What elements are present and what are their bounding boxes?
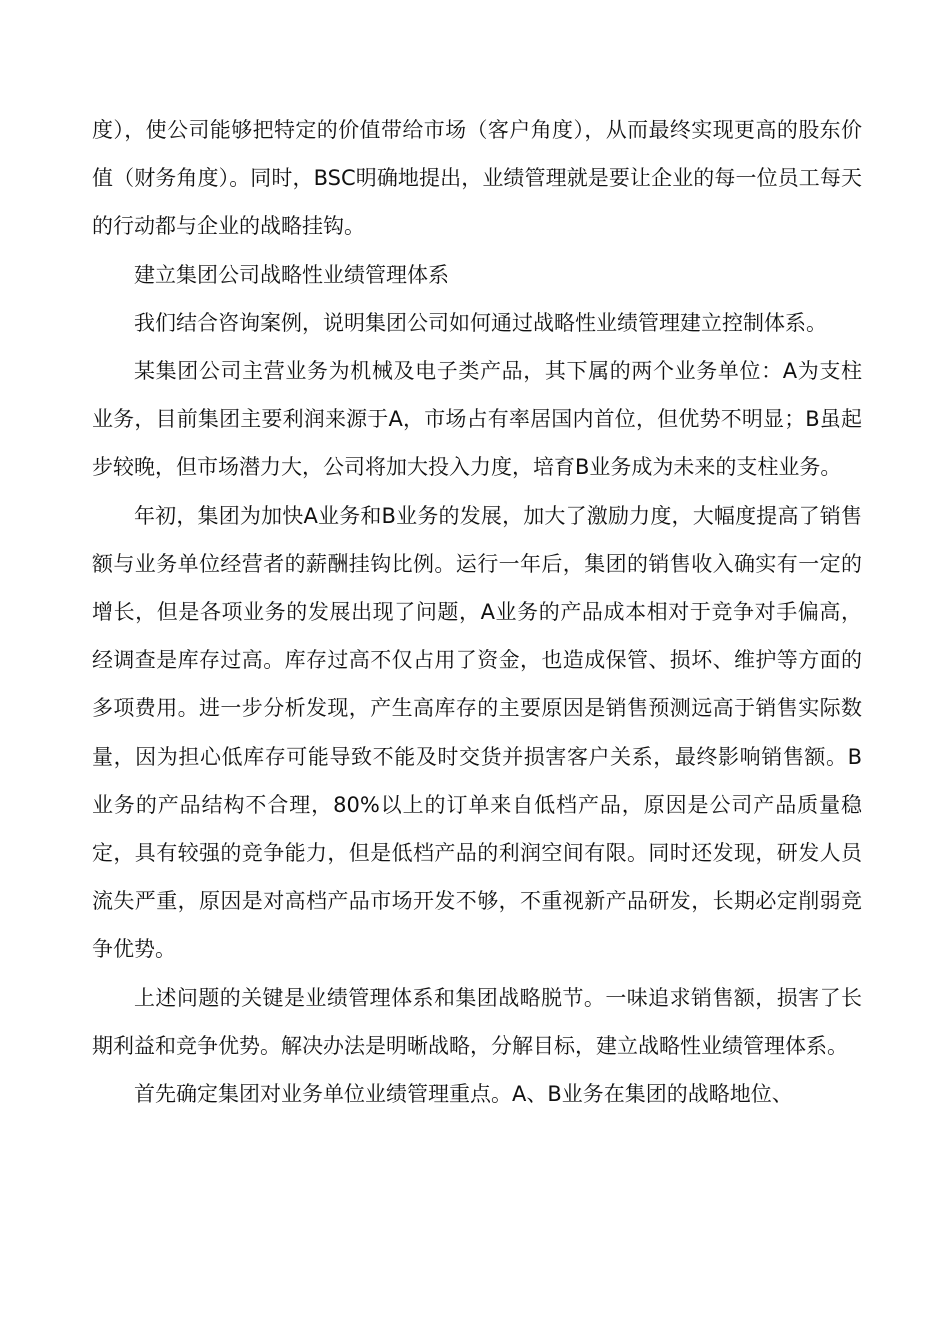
paragraph-intro: 我们结合咨询案例，说明集团公司如何通过战略性业绩管理建立控制体系。 (134, 310, 827, 335)
document-body (92, 106, 862, 1118)
paragraph-analysis: 上述问题的关键是业绩管理体系和集团战略脱节。一味追求销售额，损害了长期利益和竞争优势。解决办法是明晰战略，分解目标，建立战略性业绩管理体系。 (92, 985, 862, 1058)
section-heading: 建立集团公司战略性业绩管理体系 (134, 262, 449, 287)
paragraph-continuation: 度），使公司能够把特定的价值带给市场（客户角度），从而最终实现更高的股东价值（财务角度）。同时，BSC明确地提出，业绩管理就是要让企业的每一位员工每天的行动都与企业的战略挂钩。 (92, 118, 862, 239)
paragraph-case-background: 某集团公司主营业务为机械及电子类产品，其下属的两个业务单位：A为支柱业务，目前集团主要利润来源于A，市场占有率居国内首位，但优势不明显；B虽起步较晚，但市场潜力大，公司将加大投入力度，培育B业务成为未来的支柱业务。 (92, 359, 862, 480)
paragraph-solution-start: 首先确定集团对业务单位业绩管理重点。A、B业务在集团的战略地位、 (134, 1082, 793, 1107)
paragraph-case-problems: 年初，集团为加快A业务和B业务的发展，加大了激励力度，大幅度提高了销售额与业务单位经营者的薪酬挂钩比例。运行一年后，集团的销售收入确实有一定的增长，但是各项业务的发展出现了问题，A业务的产品成本相对于竞争对手偏高，经调查是库存过高。库存过高不仅占用了资金，也造成保管、损坏、维护等方面的多项费用。进一步分析发现，产生高库存的主要原因是销售预测远高于销售实际数量，因为担心低库存可能导致不能及时交货并损害客户关系，最终影响销售额。B业务的产品结构不合理，80%以上的订单来自低档产品，原因是公司产品质量稳定，具有较强的竞争能力，但是低档产品的利润空间有限。同时还发现，研发人员流失严重，原因是对高档产品市场开发不够，不重视新产品研发，长期必定削弱竞争优势。 (92, 503, 862, 962)
